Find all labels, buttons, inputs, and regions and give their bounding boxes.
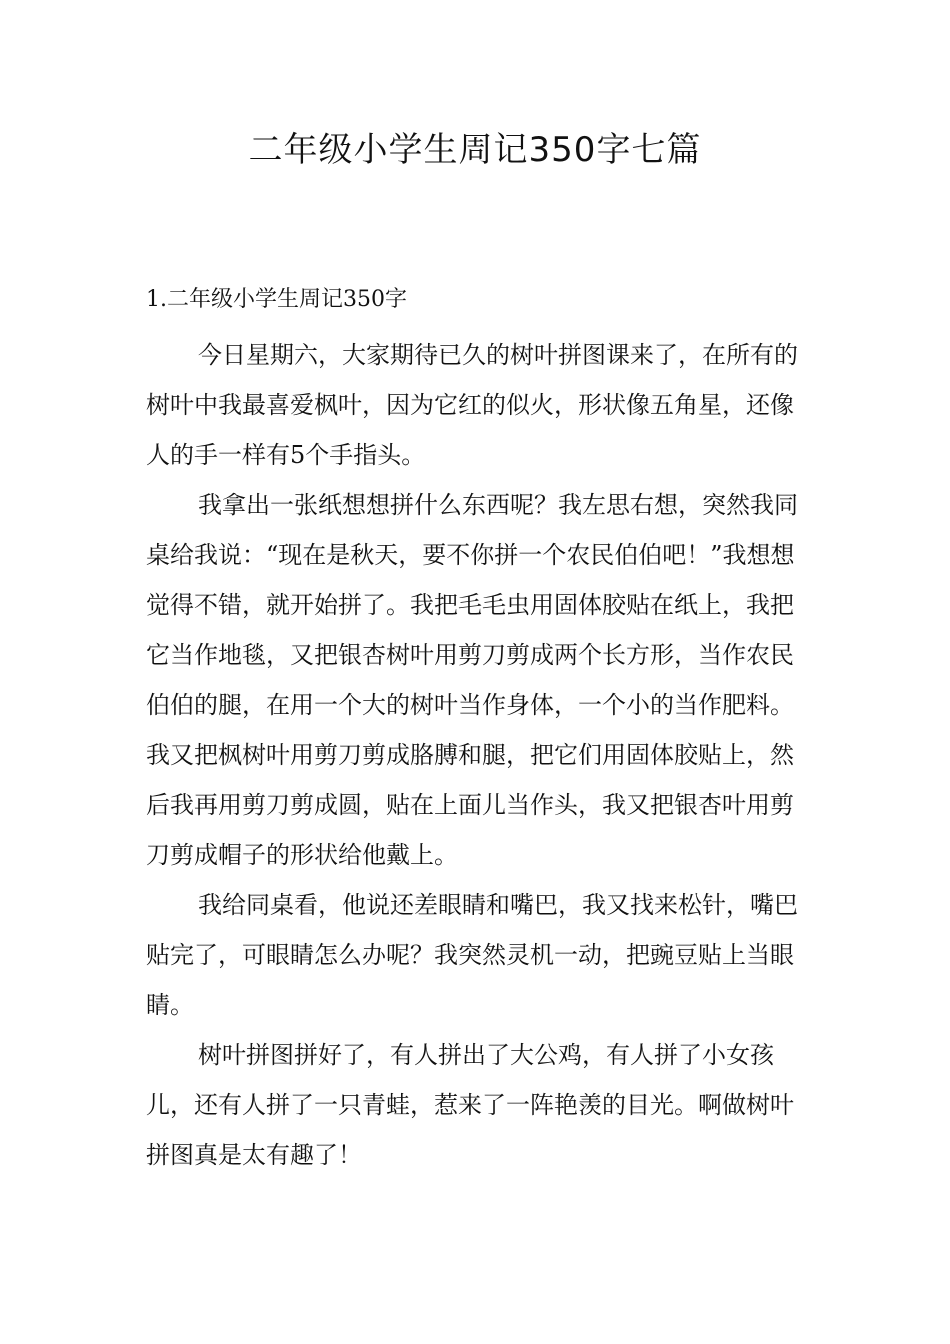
- section-heading: 1.二年级小学生周记350字: [146, 287, 407, 312]
- paragraph: 今日星期六，大家期待已久的树叶拼图课来了，在所有的树叶中我最喜爱枫叶，因为它红的似火，形状像五角星，还像人的手一样有5个手指头。: [146, 341, 798, 469]
- paragraph: 我给同桌看，他说还差眼睛和嘴巴，我又找来松针，嘴巴贴完了，可眼睛怎么办呢？我突然灵机一动，把豌豆贴上当眼睛。: [146, 891, 798, 1019]
- document-title: 二年级小学生周记350字七篇: [248, 130, 702, 170]
- paragraph: 我拿出一张纸想想拼什么东西呢？我左思右想，突然我同桌给我说：“现在是秋天，要不你拼一个农民伯伯吧！”我想想觉得不错，就开始拼了。我把毛毛虫用固体胶贴在纸上，我把它当作地毯，又把银杏树叶用剪刀剪成两个长方形，当作农民伯伯的腿，在用一个大的树叶当作身体，一个小的当作肥料。我又把枫树叶用剪刀剪成胳膊和腿，把它们用固体胶贴上，然后我再用剪刀剪成圆，贴在上面儿当作头，我又把银杏叶用剪刀剪成帽子的形状给他戴上。: [146, 491, 798, 869]
- paragraph: 树叶拼图拼好了，有人拼出了大公鸡，有人拼了小女孩儿，还有人拼了一只青蛙，惹来了一阵艳羡的目光。啊做树叶拼图真是太有趣了！: [146, 1041, 794, 1169]
- document-body: [146, 282, 806, 1180]
